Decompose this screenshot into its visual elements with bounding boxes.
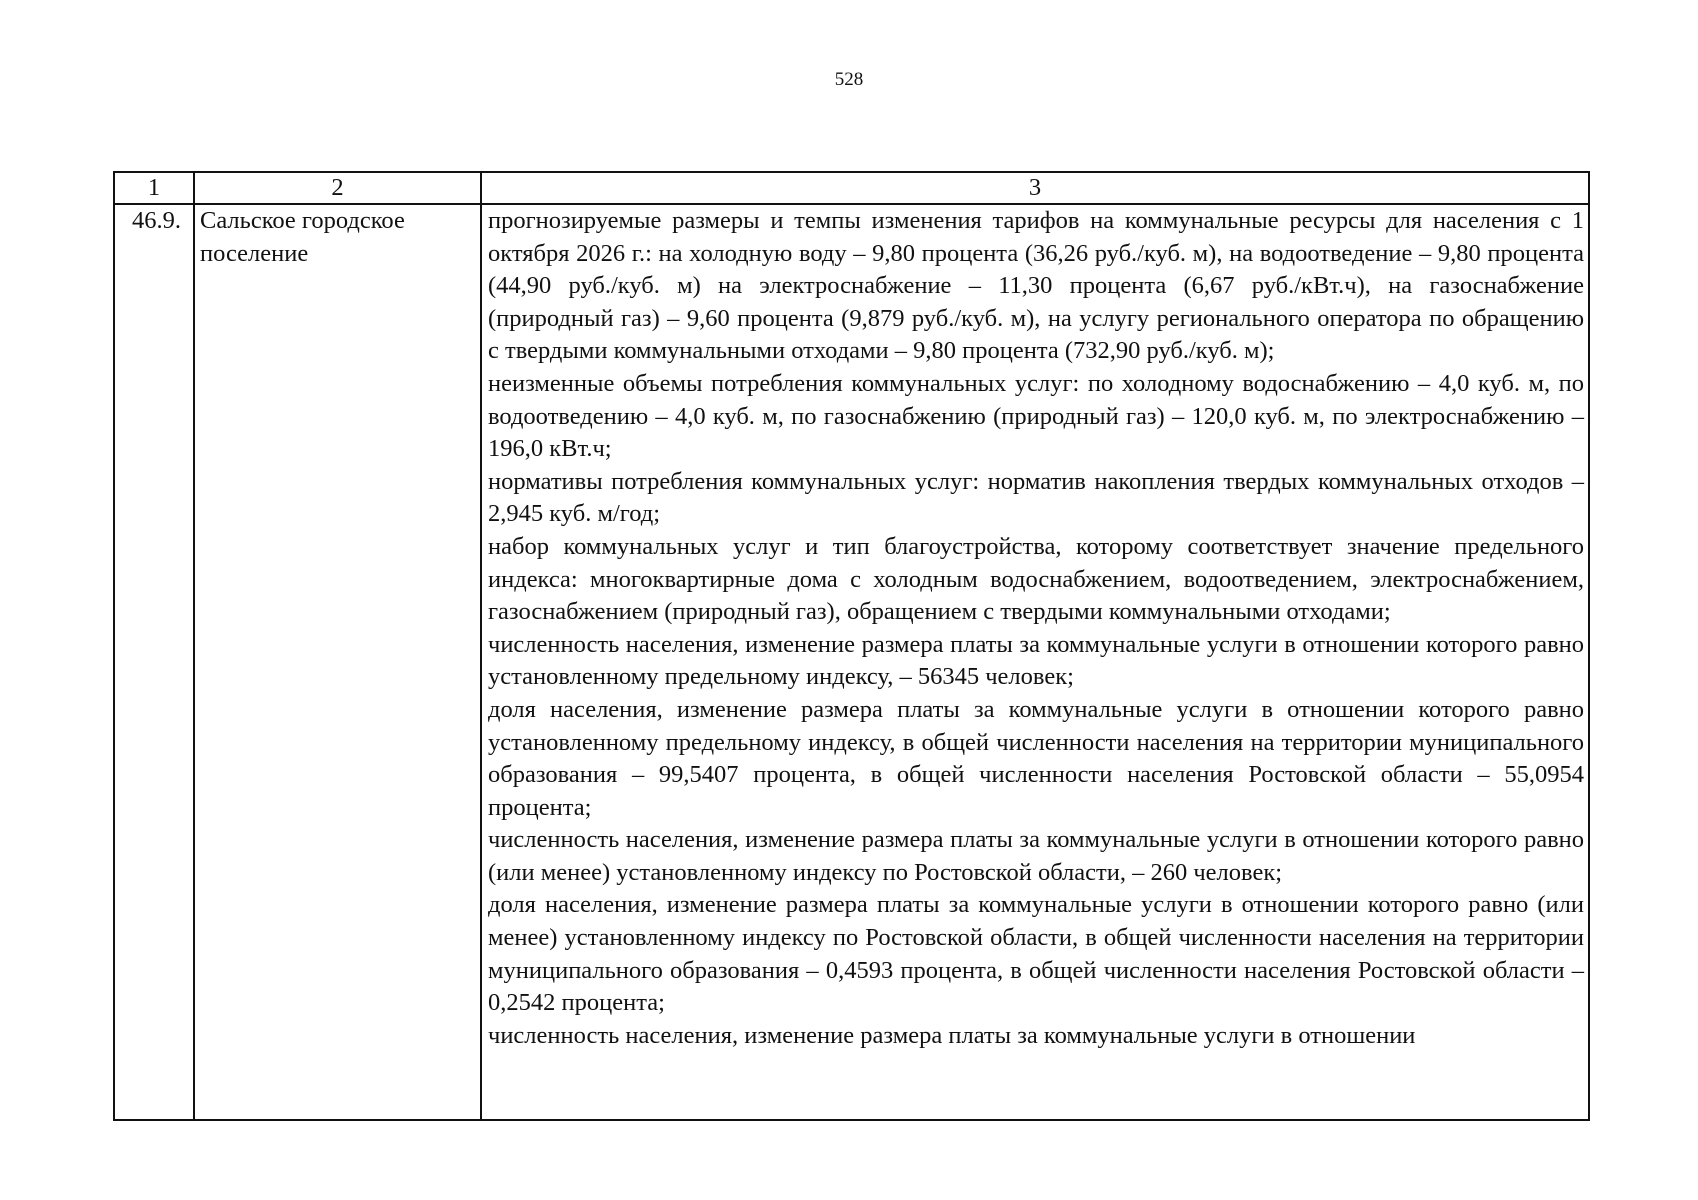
- page-number: 528: [834, 69, 864, 90]
- row-number: 46.9.: [114, 204, 194, 1120]
- row-description: [481, 204, 1589, 1120]
- paragraph-population-less: численность населения, изменение размера платы за коммунальные услуги в отношении которого равно (или менее) установленному индексу по Ростовской области, – 260 человек;: [488, 826, 1584, 886]
- paragraph-norms: нормативы потребления коммунальных услуг: норматив накопления твердых коммунальных отходов – 2,945 куб. м/год;: [488, 467, 1584, 528]
- paragraph-services-set: набор коммунальных услуг и тип благоустройства, которому соответствует значение предельного индекса: многоквартирные дома с холодным водоснабжением, водоотведением, электроснабжением, газоснабжением (природный газ), обращением с твердыми коммунальными отходами;: [488, 532, 1584, 626]
- paragraph-volumes: неизменные объемы потребления коммунальных услуг: по холодному водоснабжению – 4,0 куб. м, по водоотведению – 4,0 куб. м, по газоснабжению (природный газ) – 120,0 куб. м, по электроснабжению – 196,0 кВт.ч;: [488, 369, 1584, 463]
- paragraph-tariffs: прогнозируемые размеры и темпы изменения тарифов на коммунальные ресурсы для населения с 1 октября 2026 г.: на холодную воду – 9,80 процента (36,26 руб./куб. м), на водоотведение – 9,80 процента (44,90 руб./куб. м) на электроснабжение – 11,30 процента (6,67 руб./кВт.ч), на газоснабжение (природный газ) – 9,60 процента (9,879 руб./куб. м), на услугу регионального оператора по обращению с твердыми коммунальными отходами – 9,80 процента (732,90 руб./куб. м);: [488, 207, 1584, 365]
- column-header-2: 2: [194, 172, 481, 204]
- paragraph-share-less: доля населения, изменение размера платы за коммунальные услуги в отношении которого равно (или менее) установленному индексу по Ростовской области, в общей численности населения на территории муниципального образования – 0,4593 процента, в общей численности населения Ростовской области – 0,2542 процента;: [488, 891, 1584, 1017]
- table-header-row: [114, 172, 1589, 204]
- settlement-name: Сальское городское поселение: [194, 204, 481, 1120]
- column-header-3: 3: [481, 172, 1589, 204]
- paragraph-population-equal: численность населения, изменение размера платы за коммунальные услуги в отношении которого равно установленному предельному индексу, – 56345 человек;: [488, 630, 1584, 691]
- tariff-table: [113, 171, 1590, 1121]
- paragraph-continued: численность населения, изменение размера платы за коммунальные услуги в отношении: [488, 1021, 1416, 1049]
- column-header-1: 1: [114, 172, 194, 204]
- table-row: [114, 204, 1589, 1120]
- paragraph-share-equal: доля населения, изменение размера платы за коммунальные услуги в отношении которого равно установленному предельному индексу, в общей численности населения на территории муниципального образования – 99,5407 процента, в общей численности населения Ростовской области – 55,0954 процента;: [488, 695, 1584, 821]
